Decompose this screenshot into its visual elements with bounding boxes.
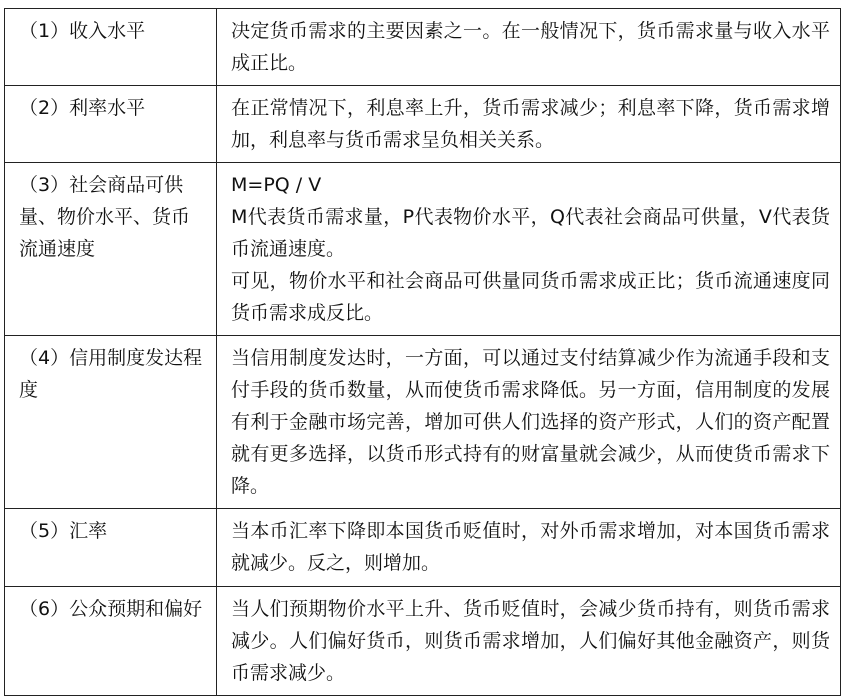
description-text: M代表货币需求量，P代表物价水平，Q代表社会商品可供量，V代表货币流通速度。 — [231, 206, 830, 260]
description-text: 当信用制度发达时，一方面，可以通过支付结算减少作为流通手段和支付手段的货币数量，从而使货币需求降低。另一方面，信用制度的发展有利于金融市场完善，增加可供人们选择的资产形式，人们的资产配置就有更多选择，以货币形式持有的财富量就会减少，从而使货币需求下降。 — [231, 347, 830, 497]
table-row — [5, 587, 841, 696]
formula-text: M=PQ / V — [231, 174, 322, 196]
description-cell — [217, 336, 841, 509]
table-row — [5, 163, 841, 336]
factor-cell: （4）信用制度发达程度 — [5, 336, 217, 509]
money-demand-factors-table — [4, 8, 841, 696]
description-text: 当人们预期物价水平上升、货币贬值时，会减少货币持有，则货币需求减少。人们偏好货币，则货币需求增加，人们偏好其他金融资产，则货币需求减少。 — [231, 598, 830, 684]
description-cell — [217, 86, 841, 163]
description-text: 可见，物价水平和社会商品可供量同货币需求成正比；货币流通速度同货币需求成反比。 — [231, 270, 830, 324]
table-row — [5, 9, 841, 86]
description-cell — [217, 509, 841, 587]
description-text: 决定货币需求的主要因素之一。在一般情况下，货币需求量与收入水平成正比。 — [231, 20, 830, 74]
factor-cell: （2）利率水平 — [5, 86, 217, 163]
factor-cell: （3）社会商品可供量、物价水平、货币流通速度 — [5, 163, 217, 336]
description-cell — [217, 9, 841, 86]
description-text: 在正常情况下，利息率上升，货币需求减少；利息率下降，货币需求增加，利息率与货币需求呈负相关关系。 — [231, 97, 830, 151]
factor-cell: （6）公众预期和偏好 — [5, 587, 217, 696]
table-row — [5, 86, 841, 163]
factor-cell: （1）收入水平 — [5, 9, 217, 86]
description-cell — [217, 163, 841, 336]
factor-cell: （5）汇率 — [5, 509, 217, 587]
description-text: 当本币汇率下降即本国货币贬值时，对外币需求增加，对本国货币需求就减少。反之，则增加。 — [231, 520, 830, 574]
description-cell — [217, 587, 841, 696]
table-row — [5, 336, 841, 509]
table-row — [5, 509, 841, 587]
